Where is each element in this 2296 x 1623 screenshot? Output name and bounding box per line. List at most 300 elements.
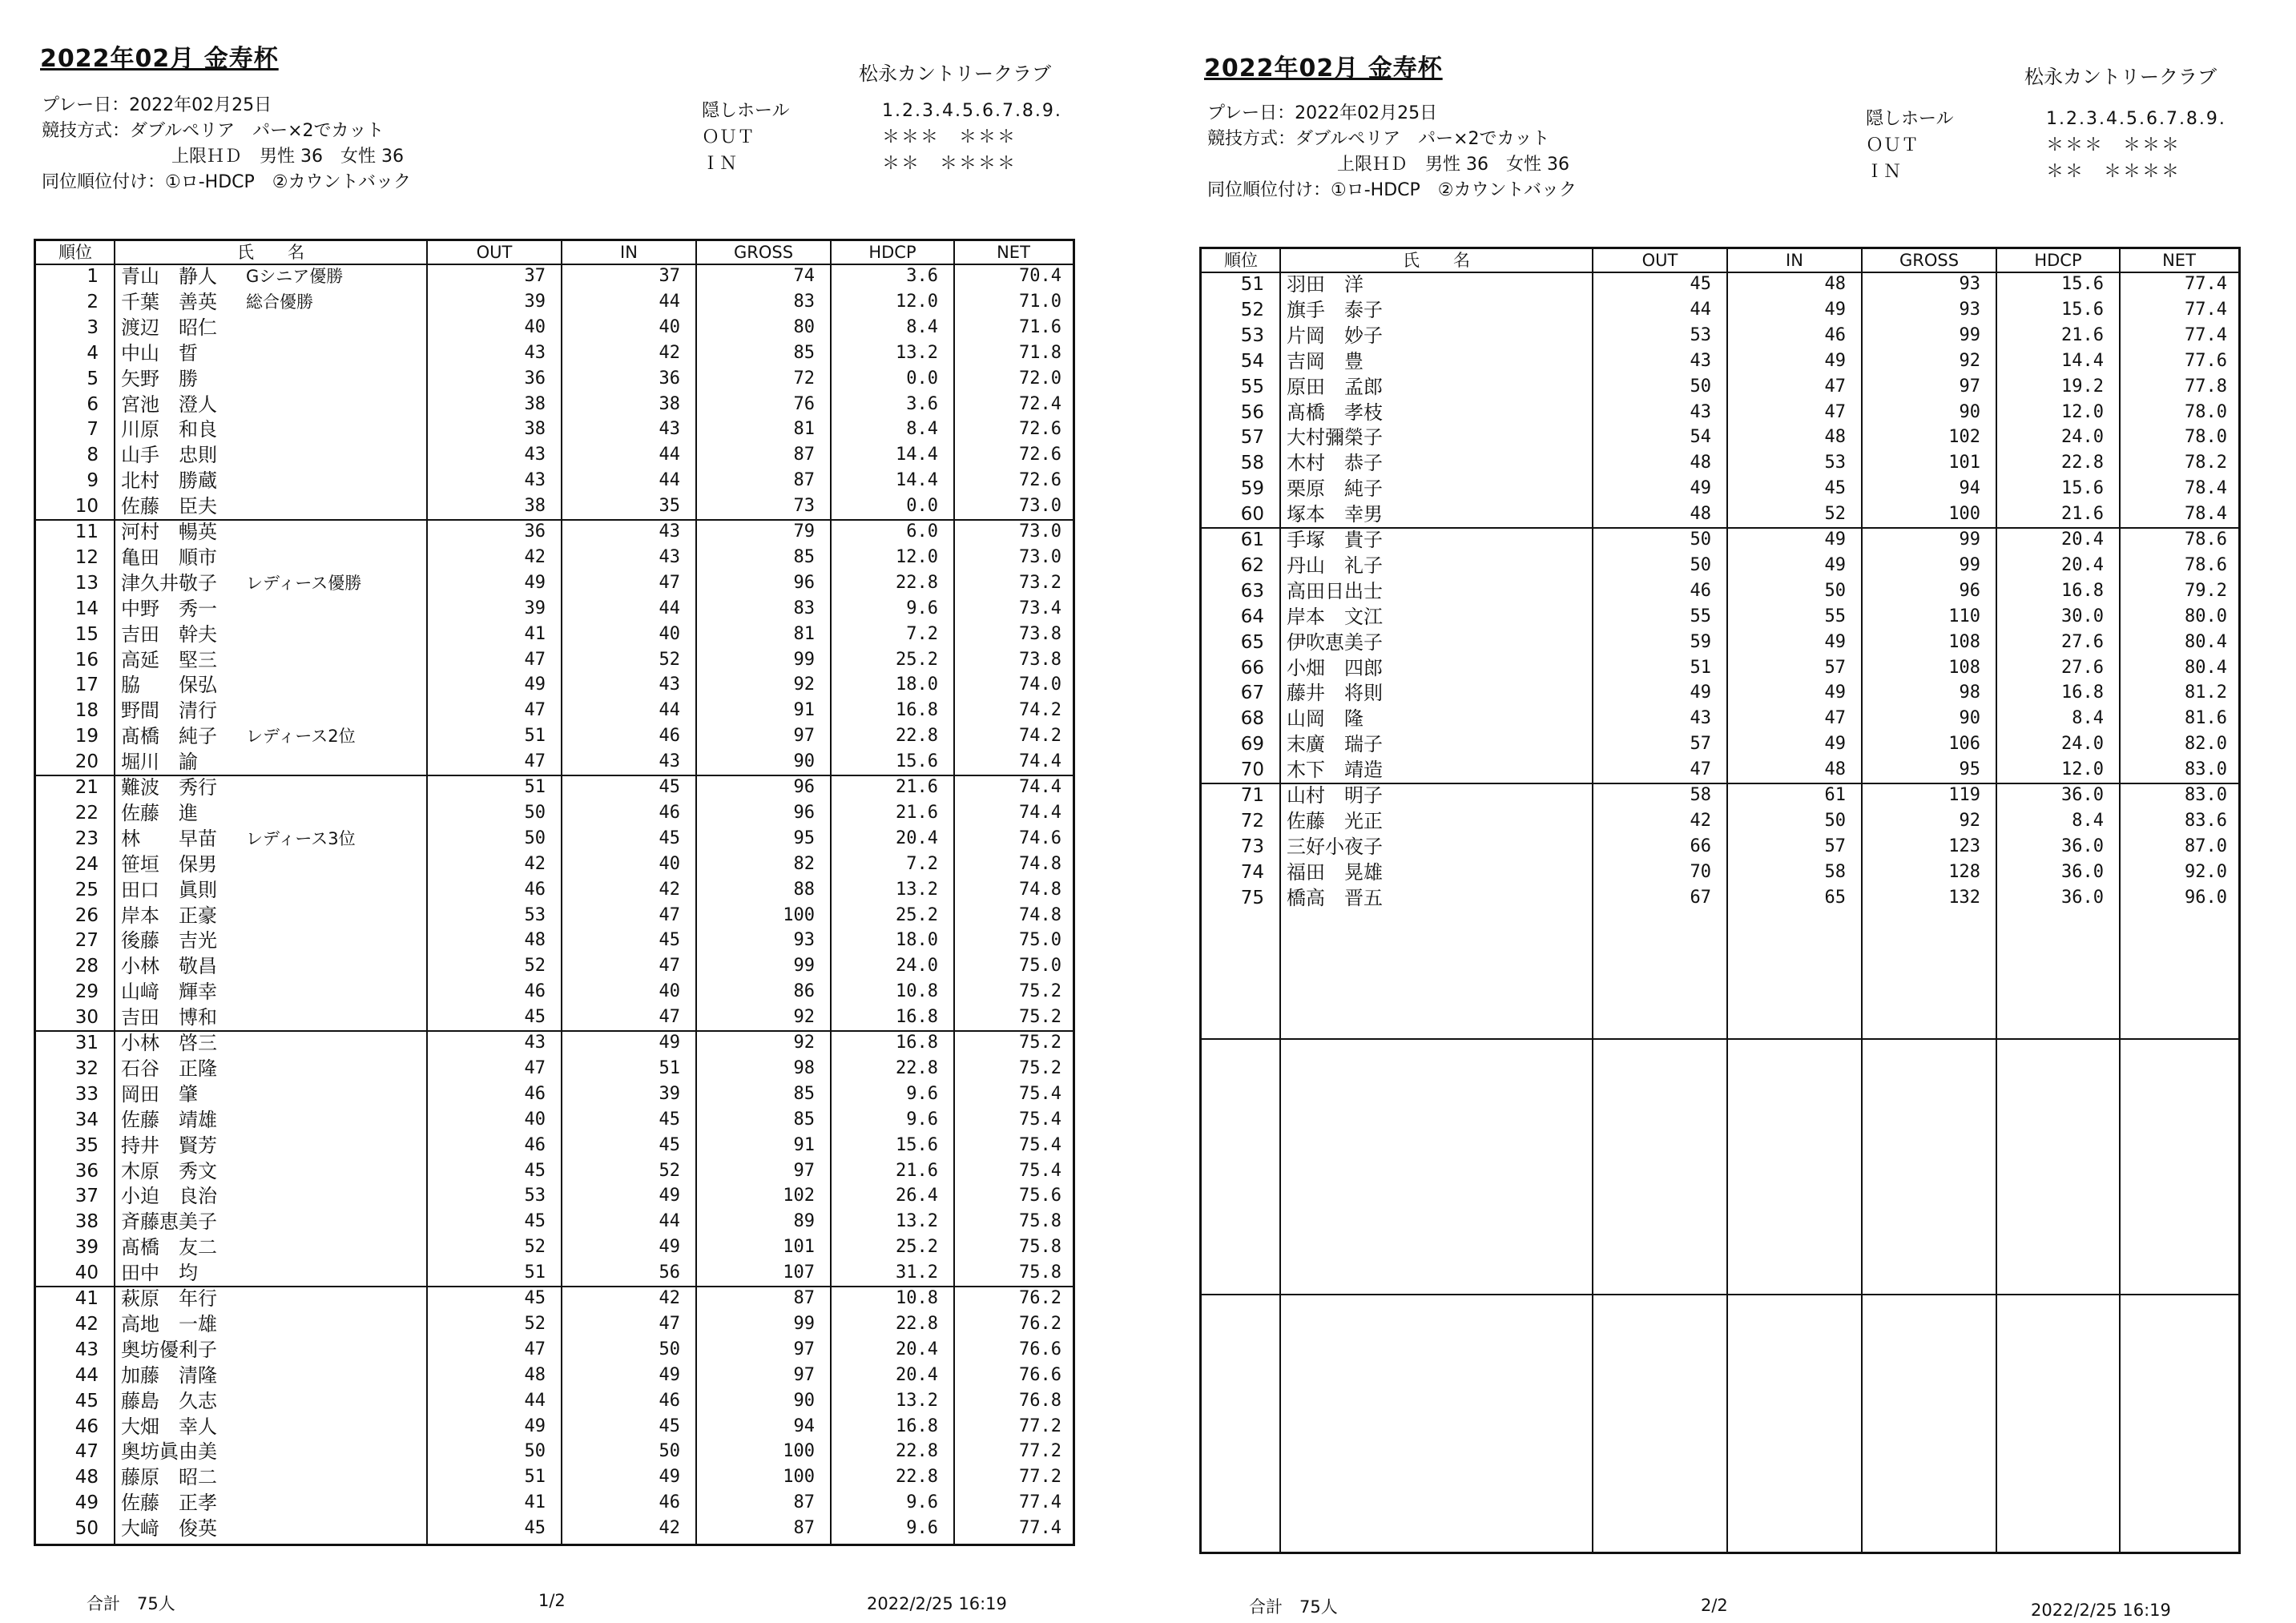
name-cell: 佐藤 靖雄 xyxy=(121,1108,217,1131)
competition-info xyxy=(42,93,411,195)
hdcp-cell: 24.0 xyxy=(2061,734,2104,755)
hdcp-cell: 18.0 xyxy=(896,930,938,951)
net-cell: 74.8 xyxy=(1019,879,1061,900)
print-timestamp: 2022/2/25 16:19 xyxy=(2031,1601,2171,1620)
gross-cell: 99 xyxy=(793,649,815,670)
name-cell: 高地 一雄 xyxy=(121,1312,217,1335)
name-cell: 小迫 良治 xyxy=(121,1185,217,1208)
gross-cell: 93 xyxy=(1959,299,1980,320)
net-cell: 83.0 xyxy=(2185,759,2227,780)
in-cell: 40 xyxy=(659,981,680,1002)
net-cell: 81.6 xyxy=(2185,708,2227,729)
net-cell: 74.2 xyxy=(1019,726,1061,747)
gross-cell: 86 xyxy=(793,981,815,1002)
table-row xyxy=(1202,655,2238,681)
hdcp-cell: 21.6 xyxy=(2061,324,2104,345)
net-cell: 73.0 xyxy=(1019,522,1061,542)
gross-cell: 83 xyxy=(793,598,815,618)
rank-cell: 1 xyxy=(87,266,99,287)
in-cell: 42 xyxy=(659,342,680,363)
column-header-rank: 順位 xyxy=(58,243,92,262)
table-row xyxy=(36,366,1073,392)
in-cell: 47 xyxy=(1824,708,1846,729)
hdcp-cell: 24.0 xyxy=(896,956,938,977)
hdcp-cell: 15.6 xyxy=(2061,478,2104,499)
out-cell: 52 xyxy=(524,1313,546,1334)
rank-cell: 6 xyxy=(87,393,99,415)
table-row xyxy=(36,749,1073,775)
name-cell: 津久井敬子 xyxy=(121,571,217,594)
name-cell: 橋高 晋五 xyxy=(1287,886,1383,909)
in-cell: 49 xyxy=(659,1033,680,1053)
name-cell: 青山 静人 xyxy=(121,265,217,288)
in-cell: 65 xyxy=(1824,887,1846,908)
net-cell: 76.8 xyxy=(1019,1390,1061,1411)
page-title: 2022年02月 金寿杯 xyxy=(1204,54,1443,83)
gross-cell: 95 xyxy=(793,828,815,848)
rank-cell: 55 xyxy=(1240,376,1264,397)
rank-cell: 39 xyxy=(75,1237,99,1259)
hdcp-cell: 20.4 xyxy=(2061,554,2104,575)
in-cell: 49 xyxy=(1824,734,1846,755)
in-cell: 48 xyxy=(1824,759,1846,780)
table-row xyxy=(1202,553,2238,578)
competition-info xyxy=(1207,101,1577,203)
net-cell: 71.6 xyxy=(1019,316,1061,337)
net-cell: 75.0 xyxy=(1019,930,1061,951)
gross-cell: 100 xyxy=(783,904,815,925)
out-cell: 50 xyxy=(524,1441,546,1462)
rank-cell: 56 xyxy=(1240,401,1264,423)
in-cell: 42 xyxy=(659,1518,680,1539)
total-count: 合計 75人 xyxy=(1249,1597,1338,1617)
table-row xyxy=(36,468,1073,493)
in-cell: 43 xyxy=(659,751,680,772)
name-cell: 吉田 幹夫 xyxy=(121,622,217,646)
table-row xyxy=(1202,578,2238,604)
net-cell: 71.8 xyxy=(1019,342,1061,363)
out-cell: 44 xyxy=(1690,299,1711,320)
name-cell: 高延 堅三 xyxy=(121,648,217,671)
hdcp-cell: 20.4 xyxy=(896,828,938,848)
net-cell: 75.4 xyxy=(1019,1160,1061,1181)
hdcp-cell: 22.8 xyxy=(896,1467,938,1488)
table-row xyxy=(36,519,1073,545)
name-cell: 岸本 文江 xyxy=(1287,605,1383,628)
rank-cell: 46 xyxy=(75,1416,99,1437)
name-cell: 藤原 昭二 xyxy=(121,1466,217,1489)
net-cell: 72.6 xyxy=(1019,470,1061,491)
net-cell: 73.2 xyxy=(1019,572,1061,593)
net-cell: 74.4 xyxy=(1019,751,1061,772)
rank-cell: 19 xyxy=(75,726,99,747)
hdcp-cell: 22.8 xyxy=(896,1441,938,1462)
in-cell: 61 xyxy=(1824,785,1846,805)
rank-cell: 2 xyxy=(87,291,99,312)
out-cell: 52 xyxy=(524,956,546,977)
name-cell: 塚本 幸男 xyxy=(1287,503,1383,526)
out-cell: 46 xyxy=(1690,580,1711,601)
gross-cell: 90 xyxy=(793,751,815,772)
rank-cell: 34 xyxy=(75,1109,99,1130)
competition-format: 競技方式：ダブルペリア パー×2でカット xyxy=(1207,129,1550,149)
hdcp-cell: 0.0 xyxy=(906,368,938,389)
gross-cell: 92 xyxy=(793,1007,815,1028)
play-date: プレー日：2022年02月25日 xyxy=(1207,103,1438,123)
gross-cell: 83 xyxy=(793,291,815,312)
rank-cell: 17 xyxy=(75,675,99,696)
hdcp-cell: 9.6 xyxy=(906,1083,938,1104)
name-cell: 難波 秀行 xyxy=(121,776,217,799)
rank-cell: 45 xyxy=(75,1390,99,1412)
rank-cell: 71 xyxy=(1240,785,1264,806)
in-cell: 39 xyxy=(659,1083,680,1104)
name-cell: 髙橋 純子 xyxy=(121,725,217,748)
out-cell: 48 xyxy=(524,1364,546,1385)
name-cell: 大畑 幸人 xyxy=(121,1415,217,1438)
hdcp-cell: 8.4 xyxy=(906,316,938,337)
hdcp-cell: 12.0 xyxy=(2061,401,2104,422)
rank-cell: 63 xyxy=(1240,580,1264,602)
out-cell: 49 xyxy=(524,572,546,593)
out-cell: 43 xyxy=(1690,350,1711,371)
gross-cell: 80 xyxy=(793,316,815,337)
rank-cell: 65 xyxy=(1240,631,1264,653)
hdcp-cell: 18.0 xyxy=(896,675,938,695)
name-cell: 河村 暢英 xyxy=(121,521,217,543)
in-cell: 45 xyxy=(659,1109,680,1130)
rank-cell: 27 xyxy=(75,930,99,952)
hdcp-cell: 25.2 xyxy=(896,649,938,670)
competition-format: 競技方式：ダブルペリア パー×2でカット xyxy=(42,121,385,141)
in-cell: 49 xyxy=(659,1467,680,1488)
gross-cell: 98 xyxy=(793,1057,815,1078)
net-cell: 77.4 xyxy=(2185,299,2227,320)
hdcp-cell: 26.4 xyxy=(896,1186,938,1206)
name-cell: 髙橋 友二 xyxy=(121,1236,217,1259)
out-cell: 45 xyxy=(524,1007,546,1028)
gross-cell: 100 xyxy=(783,1441,815,1462)
gross-cell: 82 xyxy=(793,853,815,874)
hidden-holes-numbers: 1.2.3.4.5.6.7.8.9. xyxy=(2046,109,2226,129)
out-cell: 43 xyxy=(524,445,546,465)
gross-cell: 93 xyxy=(1959,274,1980,294)
net-cell: 72.6 xyxy=(1019,445,1061,465)
name-cell: 千葉 善英 xyxy=(121,290,217,313)
column-header-net: NET xyxy=(997,243,1030,262)
net-cell: 77.6 xyxy=(2185,350,2227,371)
results-table xyxy=(1199,247,2241,1554)
out-cell: 51 xyxy=(524,1467,546,1488)
hdcp-cell: 10.8 xyxy=(896,981,938,1002)
name-cell: 高田日出士 xyxy=(1287,579,1383,602)
in-cell: 58 xyxy=(1824,861,1846,882)
gross-cell: 92 xyxy=(1959,810,1980,831)
out-cell: 51 xyxy=(524,726,546,747)
hdcp-cell: 8.4 xyxy=(2072,810,2104,831)
name-cell: 山﨑 輝幸 xyxy=(121,981,217,1004)
hdcp-cell: 20.4 xyxy=(2061,530,2104,550)
results-table xyxy=(34,239,1075,1546)
net-cell: 78.2 xyxy=(2185,453,2227,473)
out-cell: 58 xyxy=(1690,785,1711,805)
gross-cell: 85 xyxy=(793,546,815,567)
net-cell: 79.2 xyxy=(2185,580,2227,601)
hidden-holes-numbers: 1.2.3.4.5.6.7.8.9. xyxy=(882,101,1062,121)
award-note: Gシニア優勝 xyxy=(246,267,344,286)
name-cell: 佐藤 進 xyxy=(121,801,198,824)
out-cell: 46 xyxy=(524,1134,546,1155)
table-row xyxy=(1202,400,2238,425)
table-row xyxy=(36,392,1073,417)
out-cell: 48 xyxy=(524,930,546,951)
out-cell: 37 xyxy=(524,266,546,286)
gross-cell: 90 xyxy=(793,1390,815,1411)
gross-cell: 91 xyxy=(793,1134,815,1155)
in-cell: 50 xyxy=(659,1441,680,1462)
in-cell: 43 xyxy=(659,546,680,567)
out-cell: 49 xyxy=(524,675,546,695)
rank-cell: 20 xyxy=(75,751,99,773)
hdcp-cell: 9.6 xyxy=(906,1109,938,1130)
rank-cell: 5 xyxy=(87,368,99,389)
page-number: 1/2 xyxy=(538,1591,566,1610)
in-cell: 47 xyxy=(659,904,680,925)
gross-cell: 99 xyxy=(793,956,815,977)
hdcp-cell: 9.6 xyxy=(906,1518,938,1539)
net-cell: 75.2 xyxy=(1019,1057,1061,1078)
net-cell: 78.4 xyxy=(2185,478,2227,499)
gross-cell: 99 xyxy=(1959,530,1980,550)
gross-cell: 101 xyxy=(1948,453,1980,473)
name-cell: 斉藤恵美子 xyxy=(121,1210,217,1234)
name-cell: 吉田 博和 xyxy=(121,1006,217,1029)
hdcp-cell: 7.2 xyxy=(906,853,938,874)
net-cell: 73.0 xyxy=(1019,546,1061,567)
net-cell: 77.4 xyxy=(1019,1518,1061,1539)
in-cell: 52 xyxy=(659,1160,680,1181)
out-cell: 48 xyxy=(1690,453,1711,473)
name-cell: 伊吹恵美子 xyxy=(1287,630,1383,654)
net-cell: 73.0 xyxy=(1019,496,1061,517)
gross-cell: 93 xyxy=(793,930,815,951)
table-row xyxy=(36,1158,1073,1184)
out-cell: 46 xyxy=(524,879,546,900)
table-row xyxy=(36,647,1073,673)
net-cell: 74.4 xyxy=(1019,777,1061,797)
gross-cell: 97 xyxy=(1959,376,1980,397)
name-cell: 木村 恭子 xyxy=(1287,452,1383,475)
net-cell: 78.6 xyxy=(2185,554,2227,575)
table-row xyxy=(36,570,1073,596)
rank-cell: 22 xyxy=(75,802,99,824)
rank-cell: 11 xyxy=(75,522,99,542)
table-row xyxy=(36,493,1073,519)
net-cell: 75.2 xyxy=(1019,1033,1061,1053)
in-cell: 36 xyxy=(659,368,680,389)
hdcp-cell: 3.6 xyxy=(906,393,938,414)
gross-cell: 87 xyxy=(793,445,815,465)
table-row xyxy=(36,928,1073,953)
table-row xyxy=(36,264,1073,289)
gross-cell: 99 xyxy=(1959,554,1980,575)
gross-cell: 95 xyxy=(1959,759,1980,780)
table-row xyxy=(36,340,1073,366)
out-cell: 43 xyxy=(1690,401,1711,422)
in-cell: 56 xyxy=(659,1263,680,1283)
hdcp-cell: 3.6 xyxy=(906,266,938,286)
rank-cell: 67 xyxy=(1240,683,1264,704)
hdcp-cell: 36.0 xyxy=(2061,887,2104,908)
name-cell: 木原 秀文 xyxy=(121,1159,217,1182)
out-cell: 50 xyxy=(1690,376,1711,397)
name-cell: 大﨑 俊英 xyxy=(121,1517,217,1540)
gross-cell: 87 xyxy=(793,470,815,491)
rank-cell: 44 xyxy=(75,1364,99,1386)
hdcp-cell: 21.6 xyxy=(896,802,938,823)
out-cell: 43 xyxy=(524,470,546,491)
net-cell: 78.4 xyxy=(2185,504,2227,525)
table-row xyxy=(36,1464,1073,1490)
hidden-holes xyxy=(702,98,1086,178)
gross-cell: 76 xyxy=(793,393,815,414)
in-cell: 42 xyxy=(659,879,680,900)
hdcp-cell: 16.8 xyxy=(896,1416,938,1436)
out-cell: 45 xyxy=(524,1160,546,1181)
gross-cell: 85 xyxy=(793,342,815,363)
gross-cell: 92 xyxy=(793,675,815,695)
name-cell: 原田 孟郎 xyxy=(1287,375,1383,398)
in-cell: 43 xyxy=(659,522,680,542)
out-cell: 53 xyxy=(1690,324,1711,345)
hdcp-cell: 21.6 xyxy=(896,1160,938,1181)
table-row xyxy=(36,315,1073,340)
table-row xyxy=(36,1388,1073,1414)
out-cell: 51 xyxy=(524,777,546,797)
rank-cell: 32 xyxy=(75,1057,99,1079)
net-cell: 92.0 xyxy=(2185,861,2227,882)
name-cell: 三好小夜子 xyxy=(1287,835,1383,858)
name-cell: 佐藤 光正 xyxy=(1287,809,1383,832)
out-cell: 45 xyxy=(1690,274,1711,294)
name-cell: 末廣 瑞子 xyxy=(1287,733,1383,756)
name-cell: 栗原 純子 xyxy=(1287,477,1383,501)
out-cell: 39 xyxy=(524,598,546,618)
out-cell: 50 xyxy=(1690,554,1711,575)
name-cell: 奥坊優利子 xyxy=(121,1338,217,1361)
out-cell: 49 xyxy=(524,1416,546,1436)
in-cell: 46 xyxy=(659,1390,680,1411)
net-cell: 75.6 xyxy=(1019,1186,1061,1206)
net-cell: 76.2 xyxy=(1019,1313,1061,1334)
in-cell: 49 xyxy=(659,1364,680,1385)
net-cell: 75.4 xyxy=(1019,1083,1061,1104)
table-row xyxy=(36,1286,1073,1311)
table-row xyxy=(36,800,1073,826)
in-cell: 52 xyxy=(659,649,680,670)
out-cell: 49 xyxy=(1690,683,1711,703)
rank-cell: 61 xyxy=(1240,530,1264,550)
net-cell: 76.2 xyxy=(1019,1288,1061,1308)
column-header-name: 氏 名 xyxy=(1403,251,1470,270)
name-cell: 渡辺 昭仁 xyxy=(121,316,217,339)
net-cell: 80.0 xyxy=(2185,606,2227,626)
gross-cell: 87 xyxy=(793,1288,815,1308)
net-cell: 75.2 xyxy=(1019,1007,1061,1028)
table-row xyxy=(36,1030,1073,1056)
table-row xyxy=(36,1311,1073,1337)
hidden-holes-in-marks: ＊＊ ＊＊＊＊ xyxy=(882,154,1017,174)
rank-cell: 57 xyxy=(1240,427,1264,449)
in-cell: 48 xyxy=(1824,274,1846,294)
gross-cell: 91 xyxy=(793,700,815,721)
net-cell: 77.2 xyxy=(1019,1441,1061,1462)
gross-cell: 123 xyxy=(1948,836,1980,856)
hdcp-cell: 22.8 xyxy=(896,1313,938,1334)
out-cell: 47 xyxy=(524,1057,546,1078)
in-cell: 44 xyxy=(659,291,680,312)
in-cell: 49 xyxy=(1824,631,1846,652)
net-cell: 76.6 xyxy=(1019,1339,1061,1359)
out-cell: 38 xyxy=(524,393,546,414)
rank-cell: 60 xyxy=(1240,504,1264,526)
out-cell: 50 xyxy=(524,802,546,823)
net-cell: 72.6 xyxy=(1019,419,1061,440)
table-row xyxy=(1202,374,2238,400)
net-cell: 75.0 xyxy=(1019,956,1061,977)
table-row xyxy=(1202,630,2238,655)
hdcp-cell: 21.6 xyxy=(896,777,938,797)
name-cell: 矢野 勝 xyxy=(121,367,198,390)
net-cell: 77.4 xyxy=(2185,274,2227,294)
name-cell: 小林 敬昌 xyxy=(121,955,217,978)
award-note: レディース3位 xyxy=(246,828,356,848)
hdcp-cell: 7.2 xyxy=(906,623,938,644)
net-cell: 77.2 xyxy=(1019,1467,1061,1488)
out-cell: 43 xyxy=(524,342,546,363)
net-cell: 73.8 xyxy=(1019,649,1061,670)
in-cell: 49 xyxy=(659,1186,680,1206)
rank-cell: 72 xyxy=(1240,810,1264,832)
column-header-out: OUT xyxy=(1641,251,1678,270)
net-cell: 74.6 xyxy=(1019,828,1061,848)
net-cell: 78.0 xyxy=(2185,401,2227,422)
out-cell: 47 xyxy=(524,1339,546,1359)
rank-cell: 62 xyxy=(1240,554,1264,576)
gross-cell: 97 xyxy=(793,726,815,747)
total-count: 合計 75人 xyxy=(87,1594,175,1613)
club-name: 松永カントリークラブ xyxy=(859,62,1051,85)
table-row xyxy=(36,596,1073,622)
hdcp-cell: 14.4 xyxy=(896,445,938,465)
rank-cell: 12 xyxy=(75,546,99,568)
play-date: プレー日：2022年02月25日 xyxy=(42,95,272,115)
name-cell: 旗手 泰子 xyxy=(1287,298,1383,321)
name-cell: 山岡 隆 xyxy=(1287,707,1364,731)
table-row xyxy=(1202,297,2238,323)
hdcp-cell: 8.4 xyxy=(2072,708,2104,729)
net-cell: 74.8 xyxy=(1019,853,1061,874)
out-cell: 47 xyxy=(524,751,546,772)
rank-cell: 74 xyxy=(1240,861,1264,883)
gross-cell: 88 xyxy=(793,879,815,900)
gross-cell: 94 xyxy=(1959,478,1980,499)
table-row xyxy=(36,545,1073,570)
table-row xyxy=(36,1363,1073,1388)
in-cell: 38 xyxy=(659,393,680,414)
table-row xyxy=(36,442,1073,468)
rank-cell: 3 xyxy=(87,316,99,338)
